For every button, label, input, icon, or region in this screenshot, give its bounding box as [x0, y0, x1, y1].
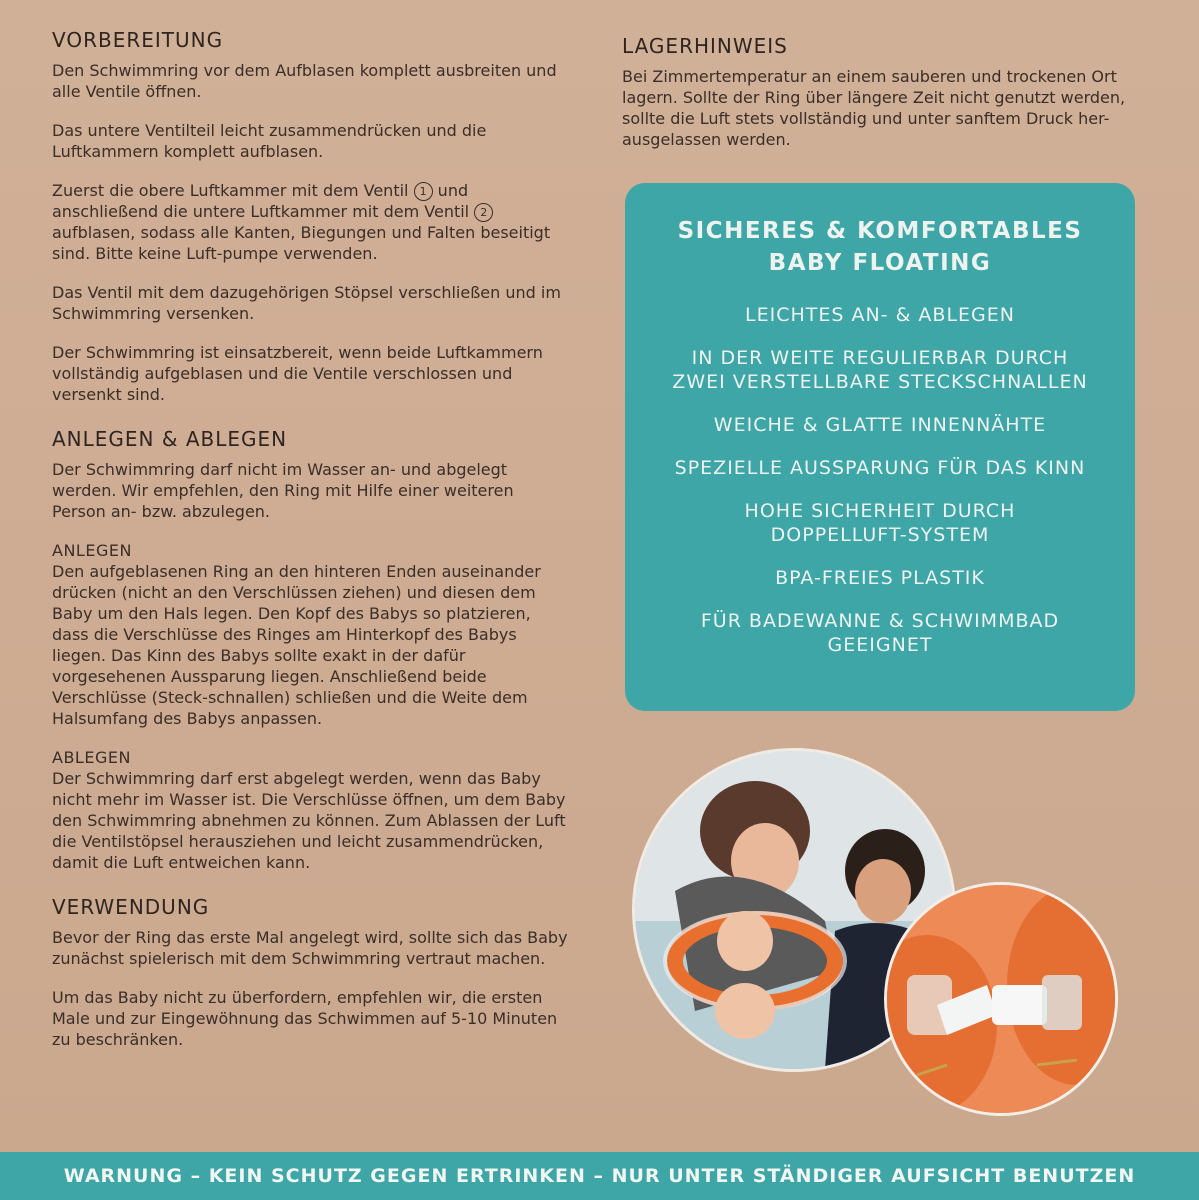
- feature-item: FÜR BADEWANNE & SCHWIMMBAD GEEIGNET: [700, 610, 1060, 656]
- photo-buckle-closeup: [884, 882, 1118, 1116]
- vorbereitung-text-b: und anschließend die untere Luftkammer mit dem Ventil: [52, 181, 470, 221]
- heading-lagerhinweis: LAGERHINWEIS: [622, 34, 788, 58]
- heading-verwendung: VERWENDUNG: [52, 895, 210, 919]
- lagerhinweis-text: Bei Zimmertemperatur an einem sauberen und trockenen Ort lagern. Sollte der Ring über längere Zeit nicht genutzt werden, sollte die Luft stets vollständig und unter sanftem Druck her-ausgelassen werden.: [622, 67, 1126, 149]
- features-list: [625, 303, 1135, 657]
- vorbereitung-paragraph-1: Den Schwimmring vor dem Aufblasen komplett ausbreiten und alle Ventile öffnen.: [52, 61, 557, 101]
- instructions-column: [52, 28, 572, 1072]
- vorbereitung-paragraph-5: Der Schwimmring ist einsatzbereit, wenn beide Luftkammern vollständig aufgeblasen und die Ventile verschlossen und versenkt sind.: [52, 343, 543, 404]
- section-vorbereitung: [52, 28, 572, 405]
- buckle-illustration: [887, 885, 1115, 1113]
- vorbereitung-paragraph-4: Das Ventil mit dem dazugehörigen Stöpsel verschließen und im Schwimmring versenken.: [52, 283, 561, 323]
- anlegen-text: Den aufgeblasenen Ring an den hinteren Enden auseinander drücken (nicht an den Verschlüssen ziehen) und diesen dem Baby um den Hals legen. Den Kopf des Babys so platzieren, dass die Verschlüsse des Ringes am Hinterkopf des Babys liegen. Das Kinn des Babys sollte exakt in der dafür vorgesehenen Aussparung liegen. Anschließend beide Verschlüsse (Steck-schnallen) schließen und die Weite dem Halsumfang des Babys anpassen.: [52, 562, 541, 728]
- heading-anlegen-ablegen: ANLEGEN & ABLEGEN: [52, 427, 288, 451]
- verwendung-paragraph-1: Bevor der Ring das erste Mal angelegt wird, sollte sich das Baby zunächst spielerisch mit dem Schwimmring vertraut machen.: [52, 928, 568, 968]
- storage-column: [622, 34, 1132, 168]
- warning-banner: WARNUNG – KEIN SCHUTZ GEGEN ERTRINKEN – NUR UNTER STÄNDIGER AUFSICHT BENUTZEN: [0, 1152, 1199, 1200]
- feature-item: IN DER WEITE REGULIERBAR DURCH ZWEI VERSTELLBARE STECKSCHNALLEN: [672, 347, 1088, 393]
- vorbereitung-text-c: aufblasen, sodass alle Kanten, Biegungen und Falten beseitigt sind. Bitte keine Luft-pumpe verwenden.: [52, 223, 551, 263]
- valve-number-1: 1: [414, 182, 433, 201]
- feature-item: LEICHTES AN- & ABLEGEN: [745, 304, 1015, 326]
- vorbereitung-paragraph-2: Das untere Ventilteil leicht zusammendrücken und die Luftkammern komplett aufblasen.: [52, 121, 487, 161]
- features-title: [625, 215, 1135, 279]
- features-box: [625, 183, 1135, 711]
- subheading-anlegen: ANLEGEN: [52, 541, 132, 560]
- section-anlegen-ablegen: [52, 427, 572, 873]
- feature-item: SPEZIELLE AUSSPARUNG FÜR DAS KINN: [674, 457, 1086, 479]
- feature-item: HOHE SICHERHEIT DURCH DOPPELLUFT-SYSTEM: [744, 500, 1016, 546]
- feature-item: WEICHE & GLATTE INNENNÄHTE: [713, 414, 1047, 436]
- vorbereitung-text-a: Zuerst die obere Luftkammer mit dem Ventil: [52, 181, 409, 200]
- section-verwendung: [52, 895, 572, 1050]
- feature-item: BPA-FREIES PLASTIK: [775, 567, 985, 589]
- ablegen-text: Der Schwimmring darf erst abgelegt werden, wenn das Baby nicht mehr im Wasser ist. Die Verschlüsse öffnen, um dem Baby den Schwimmring abnehmen zu können. Zum Ablassen der Luft die Ventilstöpsel herausziehen und leicht zusammendrücken, damit die Luft entweichen kann.: [52, 769, 566, 872]
- subheading-ablegen: ABLEGEN: [52, 748, 131, 767]
- heading-vorbereitung: VORBEREITUNG: [52, 28, 224, 52]
- verwendung-paragraph-2: Um das Baby nicht zu überfordern, empfehlen wir, die ersten Male und zur Eingewöhnung das Schwimmen auf 5-10 Minuten zu beschränken.: [52, 988, 558, 1049]
- valve-number-2: 2: [474, 203, 493, 222]
- anlegen-ablegen-intro: Der Schwimmring darf nicht im Wasser an- und abgelegt werden. Wir empfehlen, den Ring mit Hilfe einer weiteren Person an- bzw. abzulegen.: [52, 460, 514, 521]
- features-title-line-2: BABY FLOATING: [768, 250, 992, 276]
- vorbereitung-paragraph-3: [52, 180, 572, 264]
- features-title-line-1: SICHERES & KOMFORTABLES: [677, 218, 1083, 244]
